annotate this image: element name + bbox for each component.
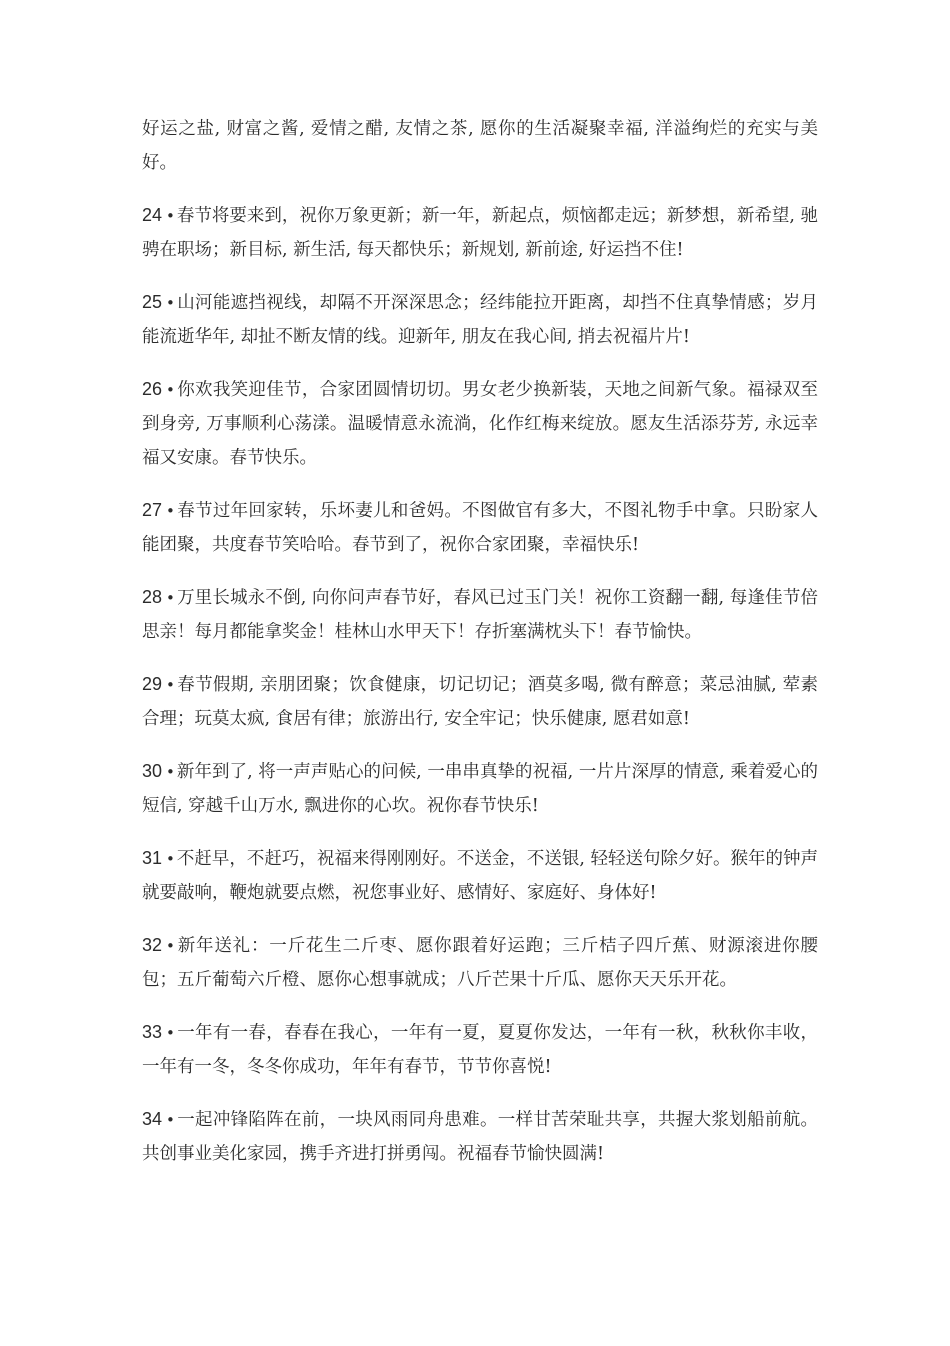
bullet-icon: • bbox=[166, 1024, 175, 1042]
bullet-icon: • bbox=[166, 937, 175, 955]
list-item-30 bbox=[142, 754, 818, 823]
item-text: 不赶早，不赶巧，祝福来得刚刚好。不送金，不送银, 轻轻送句除夕好。猴年的钟声就要敲响，鞭炮就要点燃，祝您事业好、感情好、家庭好、身体好! bbox=[142, 849, 819, 903]
item-text: 万里长城永不倒, 向你问声春节好，春风已过玉门关！祝你工资翻一翻, 每逢佳节倍思亲！每月都能拿奖金！桂林山水甲天下！存折塞满枕头下！春节愉快。 bbox=[142, 588, 818, 642]
bullet-icon: • bbox=[166, 589, 175, 607]
item-text: 山河能遮挡视线，却隔不开深深思念；经纬能拉开距离，却挡不住真挚情感；岁月能流逝华年, 却扯不断友情的线。迎新年, 朋友在我心间, 捎去祝福片片! bbox=[142, 293, 818, 347]
item-text: 新年到了, 将一声声贴心的问候, 一串串真挚的祝福, 一片片深厚的情意, 乘着爱心的短信, 穿越千山万水, 飘进你的心坎。祝你春节快乐! bbox=[142, 762, 818, 816]
item-number: 32 bbox=[142, 935, 163, 955]
bullet-icon: • bbox=[166, 207, 175, 225]
item-number: 33 bbox=[142, 1022, 163, 1042]
item-text: 一年有一春，春春在我心，一年有一夏，夏夏你发达，一年有一秋，秋秋你丰收，一年有一冬，冬冬你成功，年年有春节，节节你喜悦! bbox=[142, 1023, 818, 1077]
bullet-icon: • bbox=[166, 294, 175, 312]
bullet-icon: • bbox=[166, 502, 175, 520]
list-item-33 bbox=[142, 1015, 818, 1084]
item-number: 31 bbox=[142, 848, 163, 868]
item-text: 一起冲锋陷阵在前，一块风雨同舟患难。一样甘苦荣耻共享，共握大浆划船前航。共创事业美化家园，携手齐进打拼勇闯。祝福春节愉快圆满! bbox=[142, 1110, 818, 1164]
bullet-icon: • bbox=[166, 676, 175, 694]
list-item-31 bbox=[142, 841, 818, 910]
item-number: 27 bbox=[142, 500, 163, 520]
bullet-icon: • bbox=[166, 850, 175, 868]
item-text: 春节假期, 亲朋团聚；饮食健康，切记切记；酒莫多喝, 微有醉意；菜忌油腻, 荤素合理；玩莫太疯, 食居有律；旅游出行, 安全牢记；快乐健康, 愿君如意! bbox=[142, 675, 818, 729]
document-page bbox=[142, 112, 818, 1189]
item-number: 26 bbox=[142, 379, 163, 399]
list-item-26 bbox=[142, 372, 818, 475]
list-item-32 bbox=[142, 928, 818, 997]
bullet-icon: • bbox=[166, 763, 175, 781]
list-item-24 bbox=[142, 198, 818, 267]
list-item-29 bbox=[142, 667, 818, 736]
item-text: 春节将要来到，祝你万象更新；新一年，新起点，烦恼都走远；新梦想，新希望, 驰骋在职场；新目标, 新生活, 每天都快乐；新规划, 新前途, 好运挡不住! bbox=[142, 206, 819, 260]
item-text: 你欢我笑迎佳节，合家团圆情切切。男女老少换新装，天地之间新气象。福禄双至到身旁, 万事顺利心荡漾。温暖情意永流淌，化作红梅来绽放。愿友生活添芬芳, 永远幸福又安康。春节快乐。 bbox=[142, 380, 818, 468]
item-number: 28 bbox=[142, 587, 163, 607]
item-number: 34 bbox=[142, 1109, 163, 1129]
item-text: 春节过年回家转，乐坏妻儿和爸妈。不图做官有多大，不图礼物手中拿。只盼家人能团聚，共度春节笑哈哈。春节到了，祝你合家团聚，幸福快乐! bbox=[142, 501, 818, 555]
list-item-28 bbox=[142, 580, 818, 649]
bullet-icon: • bbox=[166, 381, 175, 399]
list-item-34 bbox=[142, 1102, 818, 1171]
item-number: 24 bbox=[142, 205, 163, 225]
item-number: 29 bbox=[142, 674, 163, 694]
item-text: 新年送礼：一斤花生二斤枣、愿你跟着好运跑；三斤桔子四斤蕉、财源滚进你腰包；五斤葡萄六斤橙、愿你心想事就成；八斤芒果十斤瓜、愿你天天乐开花。 bbox=[142, 936, 818, 990]
item-number: 30 bbox=[142, 761, 163, 781]
item-number: 25 bbox=[142, 292, 163, 312]
list-item-25 bbox=[142, 285, 818, 354]
list-item-27 bbox=[142, 493, 818, 562]
bullet-icon: • bbox=[166, 1111, 175, 1129]
intro-paragraph: 好运之盐, 财富之酱, 爱情之醋, 友情之茶, 愿你的生活凝聚幸福, 洋溢绚烂的充实与美好。 bbox=[142, 119, 818, 173]
